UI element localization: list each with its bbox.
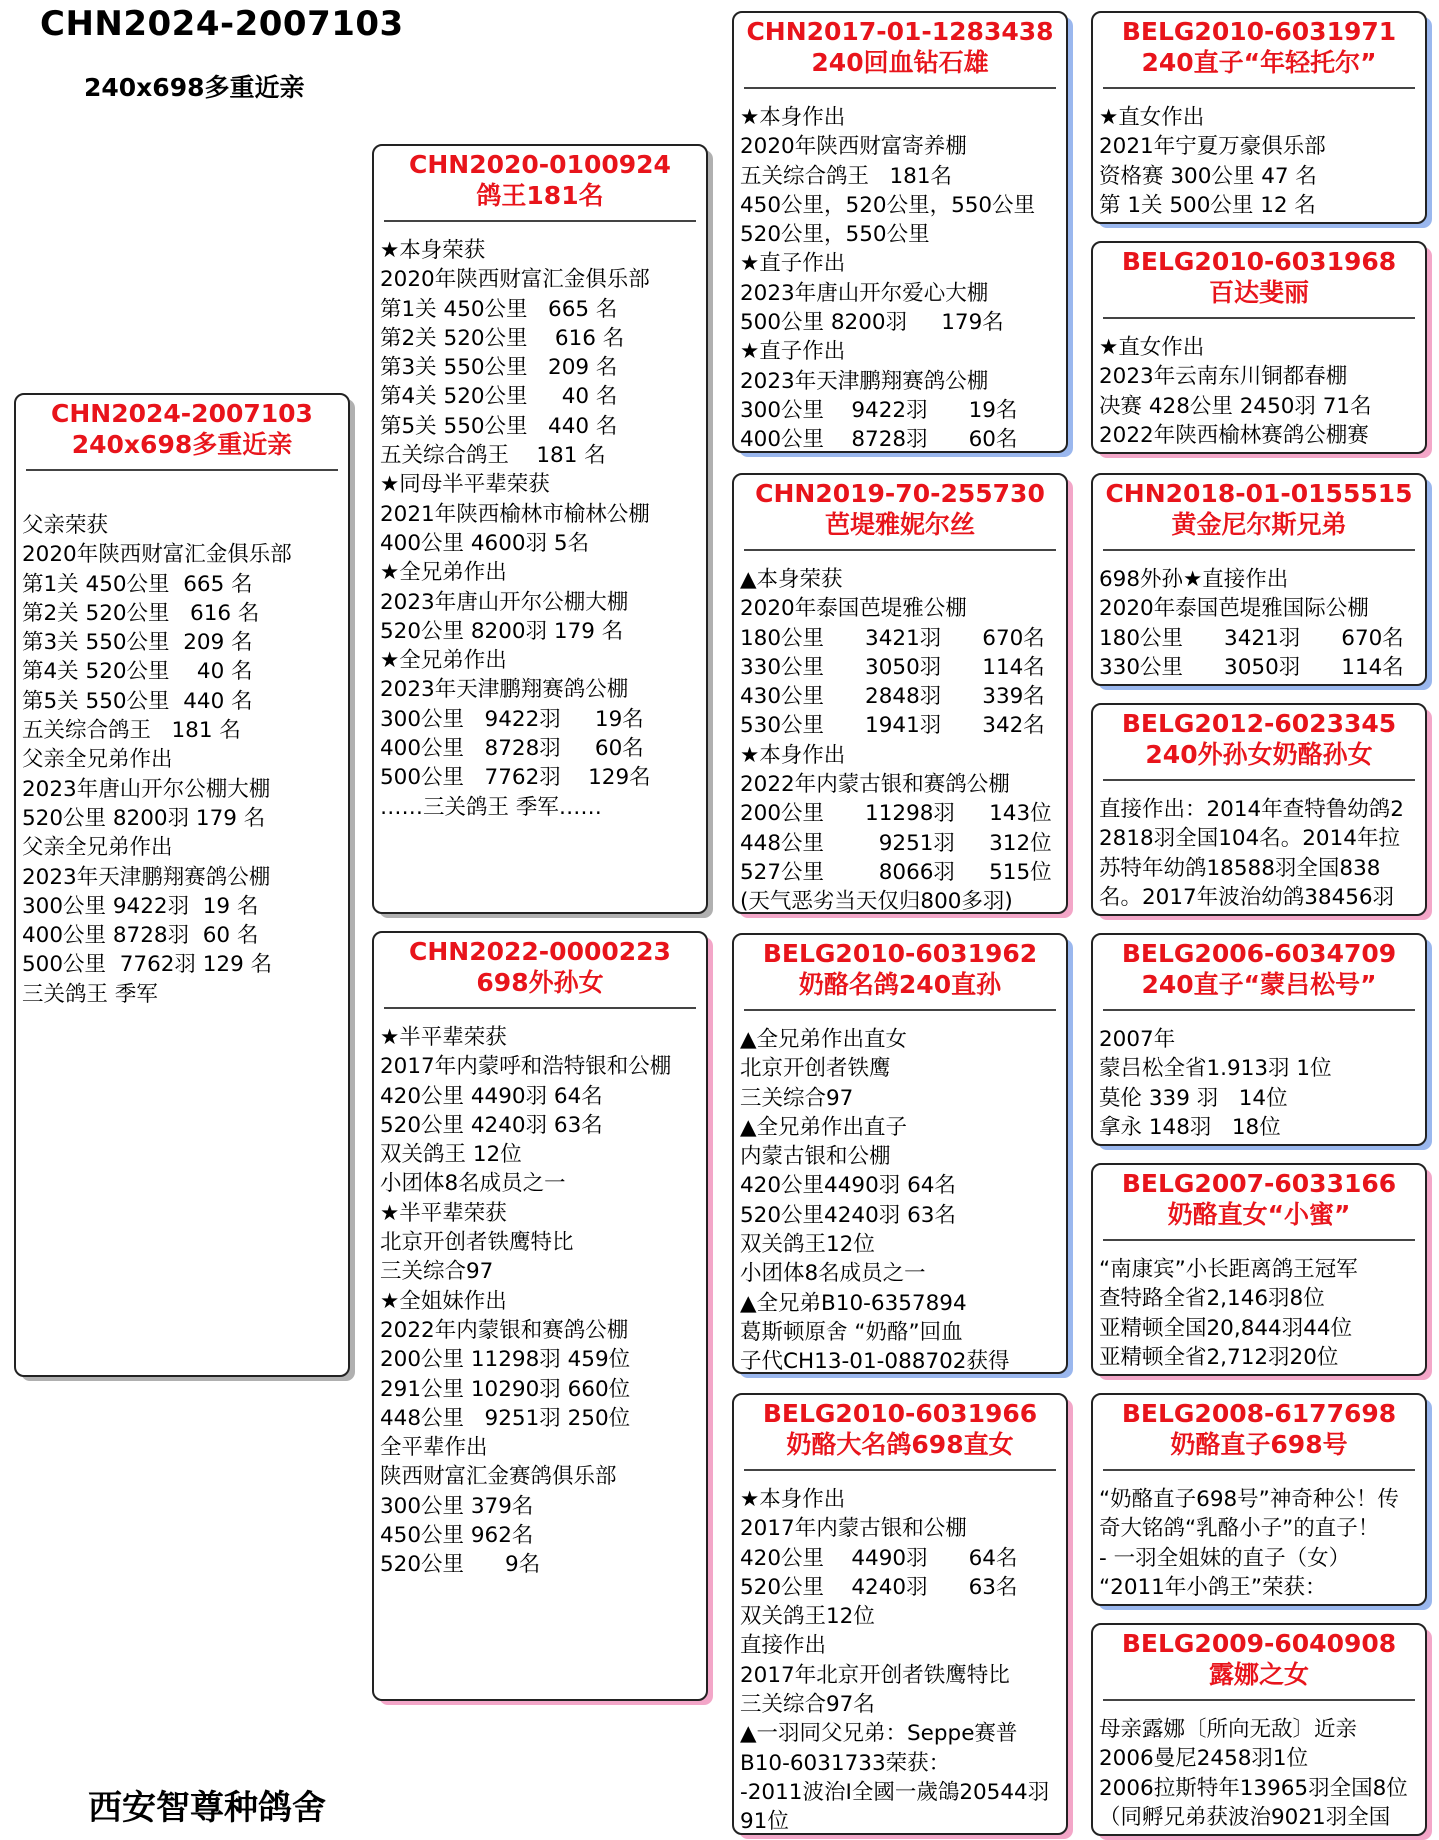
- card-line: 520公里 8200羽 179 名: [22, 805, 266, 831]
- card-line: 430公里 2848羽 339名: [740, 684, 1045, 710]
- card-divider: [384, 1007, 696, 1009]
- card-line: ★同母半平辈荣获: [380, 472, 550, 498]
- card-line: 2022年陕西榆林赛鸽公棚赛: [1099, 422, 1369, 448]
- card-line: 母亲露娜〔所向无敌〕近亲: [1099, 1717, 1358, 1742]
- card-line: 520公里，550公里: [740, 222, 930, 248]
- card-line: 直接作出: [740, 1633, 827, 1659]
- card-name: 奶酪大名鸽698直女: [786, 1430, 1014, 1459]
- card-line: 2017年北京开创者铁鹰特比: [740, 1662, 1010, 1688]
- pedigree-card-dds: [1091, 1393, 1427, 1606]
- card-ring-number: BELG2012-6023345: [1121, 709, 1397, 738]
- card-line: 448公里 9251羽 312位: [740, 830, 1052, 856]
- card-line: 300公里 9422羽 19 名: [22, 893, 259, 919]
- card-line: ……三关鸽王 季军……: [380, 794, 602, 820]
- card-body: [740, 103, 1066, 453]
- card-line: 双关鸽王12位: [740, 1604, 875, 1630]
- card-line: 第1关 450公里 665 名: [380, 296, 618, 322]
- card-line: 双关鸽王12位: [740, 1232, 875, 1258]
- card-line: 第1关 450公里 665 名: [22, 571, 253, 597]
- pedigree-card-dam-sire: [732, 933, 1068, 1374]
- card-ring-number: CHN2018-01-0155515: [1105, 479, 1413, 508]
- card-divider: [1103, 1699, 1415, 1701]
- card-line: ★全兄弟作出: [380, 648, 507, 674]
- card-line: 小团体8名成员之一: [740, 1261, 926, 1287]
- card-body: [1099, 565, 1425, 682]
- pedigree-card-dsd: [1091, 1163, 1427, 1376]
- card-line: 2022年内蒙古银和赛鸽公棚: [740, 772, 1010, 798]
- card-name: 698外孙女: [476, 968, 604, 997]
- card-ring-number: BELG2006-6034709: [1121, 939, 1397, 968]
- card-line: 2023年唐山开尔公棚大棚: [380, 589, 629, 615]
- card-line: 520公里 8200羽 179 名: [380, 618, 624, 644]
- card-line: 698外孙★直接作出: [1099, 567, 1289, 592]
- card-line: ★本身作出: [740, 742, 846, 768]
- card-divider: [1103, 1239, 1415, 1241]
- card-divider: [384, 220, 696, 222]
- card-line: 全平辈作出: [380, 1435, 488, 1461]
- card-line: 第4关 520公里 40 名: [22, 659, 253, 685]
- card-line: 第5关 550公里 440 名: [380, 413, 618, 439]
- card-line: 内蒙古银和公棚: [740, 1144, 891, 1170]
- card-line: 91位: [740, 1809, 789, 1835]
- card-divider: [1103, 317, 1415, 319]
- card-ring-number: CHN2019-70-255730: [755, 479, 1045, 508]
- card-line: ★全姐妹作出: [380, 1288, 507, 1314]
- card-line: 亚精顿全国20,844羽44位: [1099, 1315, 1353, 1341]
- card-line: 520公里 4240羽 63名: [380, 1112, 603, 1138]
- card-line: 三关鸽王 季军: [22, 981, 158, 1007]
- card-line: 决赛 428公里 2450羽 71名: [1099, 393, 1372, 419]
- card-body: [1099, 795, 1425, 912]
- card-line: 291公里 10290羽 660位: [380, 1376, 631, 1402]
- card-ring-number: BELG2010-6031966: [762, 1399, 1038, 1428]
- card-line: “2011年小鸽王”荣获：: [1099, 1574, 1327, 1600]
- card-divider: [744, 1469, 1056, 1471]
- card-line: 2020年泰国芭堤雅公棚: [740, 596, 967, 622]
- card-line: 2020年陕西财富汇金俱乐部: [22, 542, 292, 568]
- card-line: 第5关 550公里 440 名: [22, 688, 253, 714]
- pedigree-card-dam: [372, 931, 708, 1701]
- card-body: [1099, 1485, 1425, 1602]
- card-ring-number: BELG2010-6031962: [762, 939, 1038, 968]
- card-line: 200公里 11298羽 143位: [740, 801, 1052, 827]
- card-line: 2007年: [1099, 1027, 1176, 1052]
- card-name: 240x698多重近亲: [71, 430, 293, 459]
- loft-name: 西安智尊种鸽舍: [88, 1788, 326, 1828]
- card-line: ★本身作出: [740, 105, 846, 130]
- card-line: 父亲全兄弟作出: [22, 747, 173, 773]
- pedigree-card-sire: [372, 144, 708, 914]
- card-line: 180公里 3421羽 670名: [740, 625, 1045, 651]
- card-line: 400公里 8728羽 60 名: [22, 923, 259, 949]
- pedigree-card-dss: [1091, 933, 1427, 1146]
- card-ring-number: CHN2017-01-1283438: [746, 17, 1054, 46]
- card-line: 420公里 4490羽 64名: [740, 1545, 1018, 1571]
- card-line: 2020年泰国芭堤雅国际公棚: [1099, 596, 1369, 622]
- card-body: [1099, 103, 1425, 220]
- card-line: （同孵兄弟获波治9021羽全国: [1099, 1804, 1391, 1830]
- card-line: 莫伦 339 羽 14位: [1099, 1085, 1288, 1111]
- card-divider: [744, 87, 1056, 89]
- card-line: ▲一羽同父兄弟：Seppe赛普: [740, 1721, 1018, 1747]
- card-line: 父亲荣获: [22, 513, 109, 538]
- card-line: 2023年天津鹏翔赛鸽公棚: [740, 368, 989, 394]
- header-subtitle: 240x698多重近亲: [84, 73, 305, 102]
- card-body: [1099, 1025, 1425, 1142]
- card-line: ★半平辈荣获: [380, 1025, 507, 1050]
- card-line: “奶酪直子698号”神奇种公！传奇大铭鸽“乳酪小子”的直子！: [1099, 1487, 1399, 1542]
- card-line: 2006拉斯特年13965羽全国8位: [1099, 1775, 1408, 1801]
- card-name: 鸽王181名: [476, 181, 604, 210]
- card-line: 北京开创者铁鹰特比: [380, 1230, 574, 1256]
- card-divider: [1103, 1009, 1415, 1011]
- card-line: ★直子作出: [740, 339, 846, 365]
- card-line: 180公里 3421羽 670名: [1099, 625, 1404, 651]
- card-name: 奶酪名鸽240直孙: [798, 970, 1002, 999]
- card-line: 330公里 3050羽 114名: [740, 654, 1045, 680]
- card-line: 父亲全兄弟作出: [22, 835, 173, 861]
- card-line: ★直子作出: [740, 251, 846, 277]
- card-line: 第4关 520公里 40 名: [380, 384, 618, 410]
- card-line: ▲全兄弟B10-6357894: [740, 1290, 967, 1316]
- card-line: 450公里，520公里，550公里: [740, 192, 1036, 218]
- card-body: [1099, 1715, 1425, 1832]
- card-body: [22, 511, 348, 1009]
- card-line: 2023年天津鹏翔赛鸽公棚: [380, 677, 629, 703]
- pedigree-card-ddd: [1091, 1623, 1427, 1836]
- card-line: 527公里 8066羽 515位: [740, 859, 1052, 885]
- card-line: ▲全兄弟作出直女: [740, 1027, 908, 1052]
- card-line: 第3关 550公里 209 名: [22, 630, 253, 656]
- card-ring-number: BELG2010-6031971: [1121, 17, 1397, 46]
- card-line: 查特路全省2,146羽8位: [1099, 1286, 1325, 1312]
- card-line: 陕西财富汇金赛鸽俱乐部: [380, 1464, 617, 1490]
- card-line: 第 1关 500公里 12 名: [1099, 192, 1316, 218]
- card-line: 200公里 11298羽 459位: [380, 1347, 631, 1373]
- card-ring-number: CHN2024-2007103: [51, 399, 313, 428]
- card-divider: [744, 1009, 1056, 1011]
- card-line: 2023年天津鹏翔赛鸽公棚: [22, 864, 271, 890]
- card-line: 300公里 379名: [380, 1493, 534, 1519]
- card-line: 530公里 1941羽 342名: [740, 713, 1045, 739]
- card-line: ★全兄弟作出: [380, 560, 507, 586]
- card-line: 400公里 4600羽 5名: [380, 530, 590, 556]
- card-name: 240回血钻石雄: [811, 48, 989, 77]
- card-ring-number: BELG2010-6031968: [1121, 247, 1397, 276]
- card-line: 500公里 7762羽 129 名: [22, 952, 273, 978]
- card-line: 五关综合鸽王 181名: [740, 163, 953, 189]
- card-line: 2020年陕西财富汇金俱乐部: [380, 267, 650, 293]
- card-body: [740, 1025, 1066, 1374]
- card-name: 240直子“年轻托尔”: [1141, 48, 1377, 77]
- card-line: 400公里 8728羽 60名: [380, 736, 644, 762]
- card-line: 2017年内蒙呼和浩特银和公棚: [380, 1054, 672, 1080]
- card-line: ▲全兄弟作出直子: [740, 1114, 908, 1140]
- pedigree-card-sss: [1091, 11, 1427, 224]
- card-line: ★本身作出: [740, 1487, 846, 1512]
- card-line: 葛斯顿原舍 “奶酪”回血: [740, 1319, 963, 1345]
- card-ring-number: CHN2020-0100924: [409, 150, 671, 179]
- pedigree-card-sire-dam: [732, 473, 1068, 914]
- card-name: 黄金尼尔斯兄弟: [1171, 510, 1347, 539]
- card-line: 420公里4490羽 64名: [740, 1173, 956, 1199]
- card-body: [740, 565, 1066, 914]
- card-line: (天气恶劣当天仅归800多羽): [740, 889, 1013, 914]
- card-line: 2023年唐山开尔公棚大棚: [22, 776, 271, 802]
- card-ring-number: CHN2022-0000223: [409, 937, 671, 966]
- card-line: 直接作出：2014年查特鲁幼鸽22818羽全国104名。2014年拉苏特年幼鸽18588羽全国838名。2017年波治幼鸽38456羽: [1099, 797, 1404, 910]
- card-line: 500公里 7762羽 129名: [380, 765, 651, 791]
- card-line: 小团体8名成员之一: [380, 1171, 566, 1197]
- card-name: 奶酪直女“小蜜”: [1167, 1200, 1351, 1229]
- card-body: [1099, 1255, 1425, 1372]
- card-ring-number: BELG2009-6040908: [1121, 1629, 1397, 1658]
- card-line: ▲本身荣获: [740, 567, 843, 592]
- card-line: 北京开创者铁鹰: [740, 1056, 891, 1082]
- card-line: 2021年陕西榆林市榆林公棚: [380, 501, 650, 527]
- card-line: 520公里4240羽 63名: [740, 1202, 956, 1228]
- card-line: 拿永 148羽 18位: [1099, 1114, 1281, 1140]
- card-divider: [1103, 87, 1415, 89]
- card-line: 520公里 9名: [380, 1552, 541, 1578]
- card-line: ★直女作出: [1099, 335, 1205, 360]
- card-line: 三关综合97: [740, 1085, 854, 1111]
- card-line: 2021年宁夏万豪俱乐部: [1099, 134, 1326, 160]
- card-ring-number: BELG2008-6177698: [1121, 1399, 1397, 1428]
- card-line: 三关综合97: [380, 1259, 494, 1285]
- card-line: 第2关 520公里 616 名: [380, 325, 625, 351]
- card-line: -2011波治I全國一歲鴿20544羽: [740, 1779, 1050, 1805]
- card-line: 420公里 4490羽 64名: [380, 1083, 603, 1109]
- card-line: B10-6031733荣获：: [740, 1750, 951, 1776]
- card-line: 330公里 3050羽 114名: [1099, 654, 1404, 680]
- card-divider: [1103, 549, 1415, 551]
- card-line: 蒙吕松全省1.913羽 1位: [1099, 1056, 1332, 1082]
- pedigree-card-sire-sire: [732, 11, 1068, 453]
- card-line: 2020年陕西财富寄养棚: [740, 134, 967, 160]
- card-line: 2006曼尼2458羽1位: [1099, 1746, 1309, 1772]
- pedigree-card-ssd: [1091, 241, 1427, 454]
- card-body: [380, 1023, 706, 1580]
- card-line: 500公里 8200羽 179名: [740, 310, 1004, 336]
- card-line: 2017年内蒙古银和公棚: [740, 1516, 967, 1542]
- card-line: 子代CH13-01-088702获得: [740, 1349, 1010, 1374]
- card-line: 400公里 8728羽 60名: [740, 427, 1018, 453]
- card-line: 520公里 4240羽 63名: [740, 1574, 1018, 1600]
- card-name: 240直子“蒙吕松号”: [1141, 970, 1377, 999]
- card-divider: [744, 549, 1056, 551]
- card-name: 露娜之女: [1208, 1660, 1309, 1689]
- pedigree-card-sdd: [1091, 703, 1427, 916]
- card-name: 芭堤雅妮尔丝: [824, 510, 975, 539]
- card-body: [380, 236, 706, 822]
- card-line: 第3关 550公里 209 名: [380, 355, 618, 381]
- card-divider: [26, 469, 338, 471]
- card-line: ★直女作出: [1099, 105, 1205, 130]
- pedigree-card-dam-dam: [732, 1393, 1068, 1835]
- card-line: 五关综合鸽王 181 名: [22, 718, 241, 744]
- card-line: 450公里 962名: [380, 1523, 534, 1549]
- card-line: 300公里 9422羽 19名: [380, 706, 644, 732]
- card-line: 亚精顿全省2,712羽20位: [1099, 1344, 1339, 1370]
- card-body: [1099, 333, 1425, 450]
- card-line: 2023年唐山开尔爱心大棚: [740, 280, 989, 306]
- header-ring-number: CHN2024-2007103: [40, 4, 404, 44]
- pedigree-card-sds: [1091, 473, 1427, 686]
- card-line: ★半平辈荣获: [380, 1200, 507, 1226]
- pedigree-card-subject: [14, 393, 350, 1377]
- card-divider: [1103, 779, 1415, 781]
- card-line: - 一羽全姐妹的直子（女）: [1099, 1545, 1351, 1571]
- card-line: 五关综合鸽王 181 名: [380, 443, 606, 469]
- card-line: 300公里 9422羽 19名: [740, 397, 1018, 423]
- card-line: 第2关 520公里 616 名: [22, 600, 260, 626]
- card-line: ★本身荣获: [380, 238, 486, 263]
- card-name: 240外孙女奶酪孙女: [1145, 740, 1373, 769]
- card-line: 448公里 9251羽 250位: [380, 1405, 631, 1431]
- card-line: 三关综合97名: [740, 1692, 875, 1718]
- card-line: 2022年内蒙银和赛鸽公棚: [380, 1317, 629, 1343]
- card-line: 双关鸽王 12位: [380, 1142, 522, 1168]
- card-ring-number: BELG2007-6033166: [1121, 1169, 1397, 1198]
- card-line: 2023年云南东川铜都春棚: [1099, 364, 1348, 390]
- card-line: 资格赛 300公里 47 名: [1099, 163, 1317, 189]
- card-body: [740, 1485, 1066, 1835]
- card-divider: [1103, 1469, 1415, 1471]
- card-name: 百达斐丽: [1208, 278, 1309, 307]
- card-line: “南康宾”小长距离鸽王冠军: [1099, 1257, 1358, 1282]
- card-name: 奶酪直子698号: [1170, 1430, 1348, 1459]
